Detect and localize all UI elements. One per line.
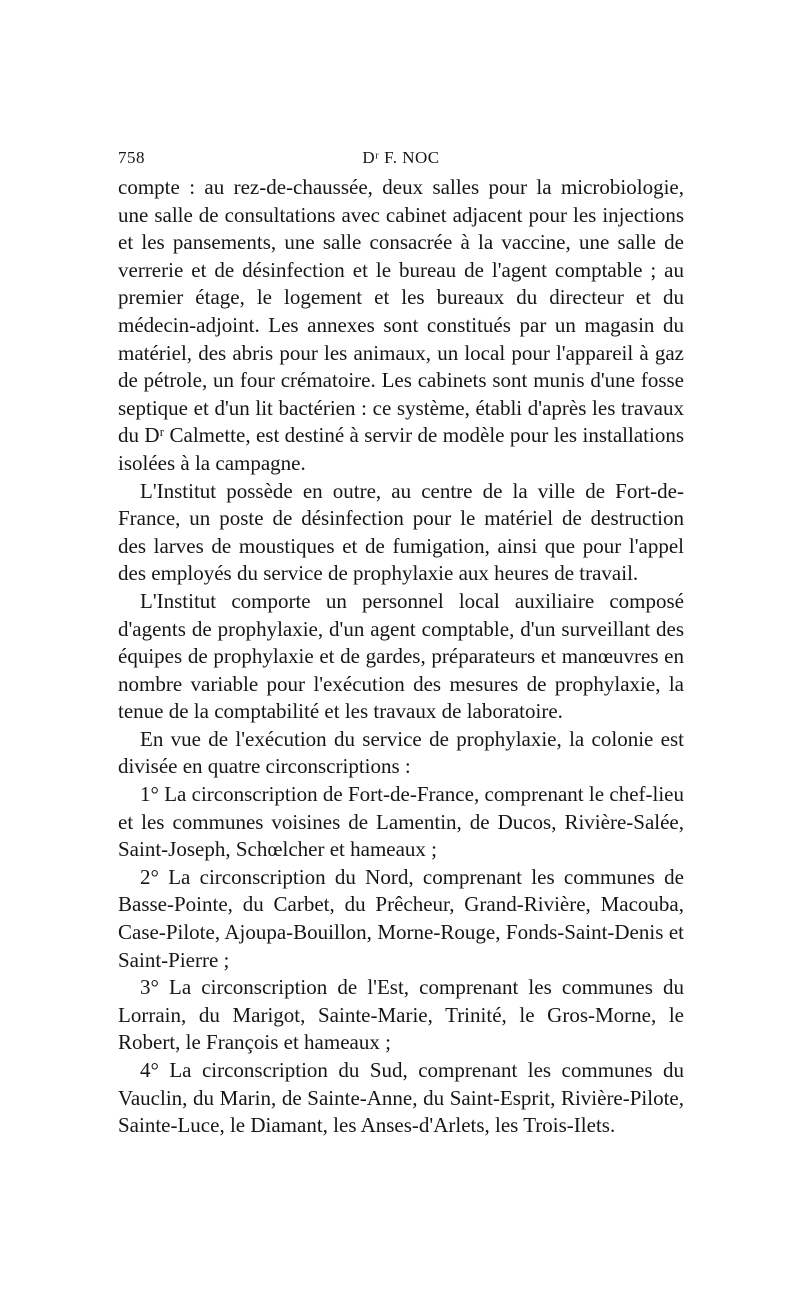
paragraph-district-east: 3° La circonscription de l'Est, comprenant les communes du Lorrain, du Marigot, Sainte-Marie, Trinité, le Gros-Morne, le Robert, le François et hameaux ; [118, 975, 684, 1055]
paragraph-district-north: 2° La circonscription du Nord, comprenant les communes de Basse-Pointe, du Carbet, du Prêcheur, Grand-Rivière, Macouba, Case-Pilote, Ajoupa-Bouillon, Morne-Rouge, Fonds-Saint-Denis et Saint-Pierre ; [118, 864, 684, 972]
book-page [118, 148, 684, 1140]
running-head [118, 148, 684, 174]
paragraph-local-staff: L'Institut comporte un personnel local auxiliaire composé d'agents de prophylaxie, d'un agent comptable, d'un surveillant des équipes de prophylaxie et de gardes, préparateurs et manœuvres en nombre variable pour l'exécution des mesures de prophylaxie, la tenue de la comptabilité et les travaux de laboratoire. [118, 588, 684, 724]
paragraph-four-districts: En vue de l'exécution du service de prophylaxie, la colonie est divisée en quatre circonscriptions : [118, 726, 684, 779]
paragraph-disinfection-post: L'Institut possède en outre, au centre de la ville de Fort-de-France, un poste de désinfection pour le matériel de destruction des larves de moustiques et de fumigation, ainsi que pour l'appel des employés du service de prophylaxie aux heures de travail. [118, 478, 684, 586]
page-number: 758 [118, 148, 145, 167]
paragraph-district-south: 4° La circonscription du Sud, comprenant les communes du Vauclin, du Marin, de Sainte-Anne, du Saint-Esprit, Rivière-Pilote, Sainte-Luce, le Diamant, les Anses-d'Arlets, les Trois-Ilets. [118, 1058, 684, 1138]
paragraph-district-fort-de-france: 1° La circonscription de Fort-de-France, comprenant le chef-lieu et les communes voisines de Lamentin, de Ducos, Rivière-Salée, Saint-Joseph, Schœlcher et hameaux ; [118, 782, 684, 862]
body-text [118, 174, 684, 1140]
running-head-author: Dʳ F. NOC [362, 148, 440, 167]
paragraph-building-layout: compte : au rez-de-chaussée, deux salles pour la microbiologie, une salle de consultations avec cabinet adjacent pour les injections et les pansements, une salle consacrée à la vaccine, une salle de verrerie et de désinfection et le bureau de l'agent comptable ; au premier étage, le logement et les bureaux du directeur et du médecin-adjoint. Les annexes sont constitués par un magasin du matériel, des abris pour les animaux, un local pour l'appareil à gaz de pétrole, un four crématoire. Les cabinets sont munis d'une fosse septique et d'un lit bactérien : ce système, établi d'après les travaux du Dʳ Calmette, est destiné à servir de modèle pour les installations isolées à la campagne. [118, 175, 684, 475]
